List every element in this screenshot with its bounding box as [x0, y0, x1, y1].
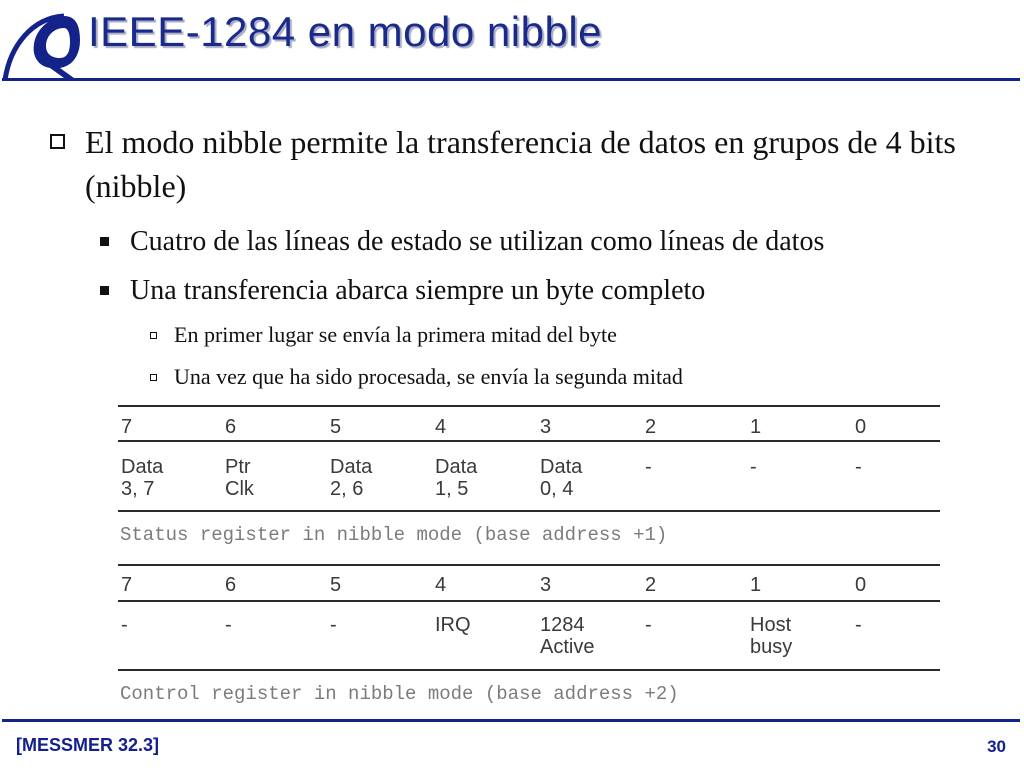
bit-value: Data 3, 7	[121, 456, 164, 500]
table-rule	[118, 440, 940, 442]
filled-square-bullet-icon	[100, 237, 109, 246]
subsub-bullet-text: En primer lugar se envía la primera mitad del byte	[174, 322, 617, 347]
filled-square-bullet-icon	[100, 286, 109, 295]
bit-value: IRQ	[435, 614, 471, 636]
logo-icon	[2, 6, 82, 82]
bit-header: 0	[855, 416, 867, 438]
subsub-bullet-text: Una vez que ha sido procesada, se envía la segunda mitad	[174, 364, 683, 389]
bit-value: -	[645, 456, 652, 478]
bit-value: Data 0, 4	[540, 456, 583, 500]
bit-header: 4	[435, 416, 447, 438]
bit-header: 1	[750, 416, 762, 438]
table-rule	[118, 510, 940, 512]
bit-value: -	[121, 614, 128, 636]
bit-header: 6	[225, 416, 237, 438]
sub-bullet-text: Una transferencia abarca siempre un byte completo	[130, 275, 706, 306]
bit-header: 2	[645, 574, 657, 596]
control-register-caption: Control register in nibble mode (base address +2)	[120, 683, 679, 705]
slide-title: IEEE-1284 en modo nibble	[88, 8, 603, 55]
bit-value: Data 1, 5	[435, 456, 478, 500]
table-rule	[118, 405, 940, 407]
bit-header: 3	[540, 574, 552, 596]
source-reference: [MESSMER 32.3]	[16, 735, 160, 755]
small-square-bullet-icon	[150, 374, 157, 381]
bit-value: Host busy	[750, 614, 793, 658]
bit-value: Ptr Clk	[225, 456, 254, 500]
bit-value: -	[855, 456, 862, 478]
bit-value: -	[750, 456, 757, 478]
table-rule	[118, 600, 940, 602]
small-square-bullet-icon	[150, 332, 157, 339]
sub-bullet-text: Cuatro de las líneas de estado se utilizan como líneas de datos	[130, 226, 825, 257]
bit-header: 4	[435, 574, 447, 596]
footer-divider	[2, 719, 1020, 722]
bit-value: -	[645, 614, 652, 636]
bit-header: 6	[225, 574, 237, 596]
bit-header: 2	[645, 416, 657, 438]
bullet-main-text: El modo nibble permite la transferencia de datos en grupos de 4 bits (nibble)	[85, 124, 956, 204]
table-rule	[118, 564, 940, 566]
register-figure	[108, 400, 948, 716]
bit-value: Data 2, 6	[330, 456, 373, 500]
bit-header: 1	[750, 574, 762, 596]
square-bullet-icon	[50, 134, 65, 149]
bit-value: -	[855, 614, 862, 636]
bit-header: 3	[540, 416, 552, 438]
bit-header: 7	[121, 574, 133, 596]
bit-value: 1284 Active	[540, 614, 595, 658]
bit-header: 5	[330, 574, 342, 596]
page-number: 30	[987, 737, 1006, 756]
bit-value: -	[225, 614, 232, 636]
bit-header: 7	[121, 416, 133, 438]
title-divider	[2, 78, 1020, 81]
bit-header: 0	[855, 574, 867, 596]
status-register-caption: Status register in nibble mode (base address +1)	[120, 524, 668, 546]
bit-value: -	[330, 614, 337, 636]
table-rule	[118, 669, 940, 671]
bit-header: 5	[330, 416, 342, 438]
